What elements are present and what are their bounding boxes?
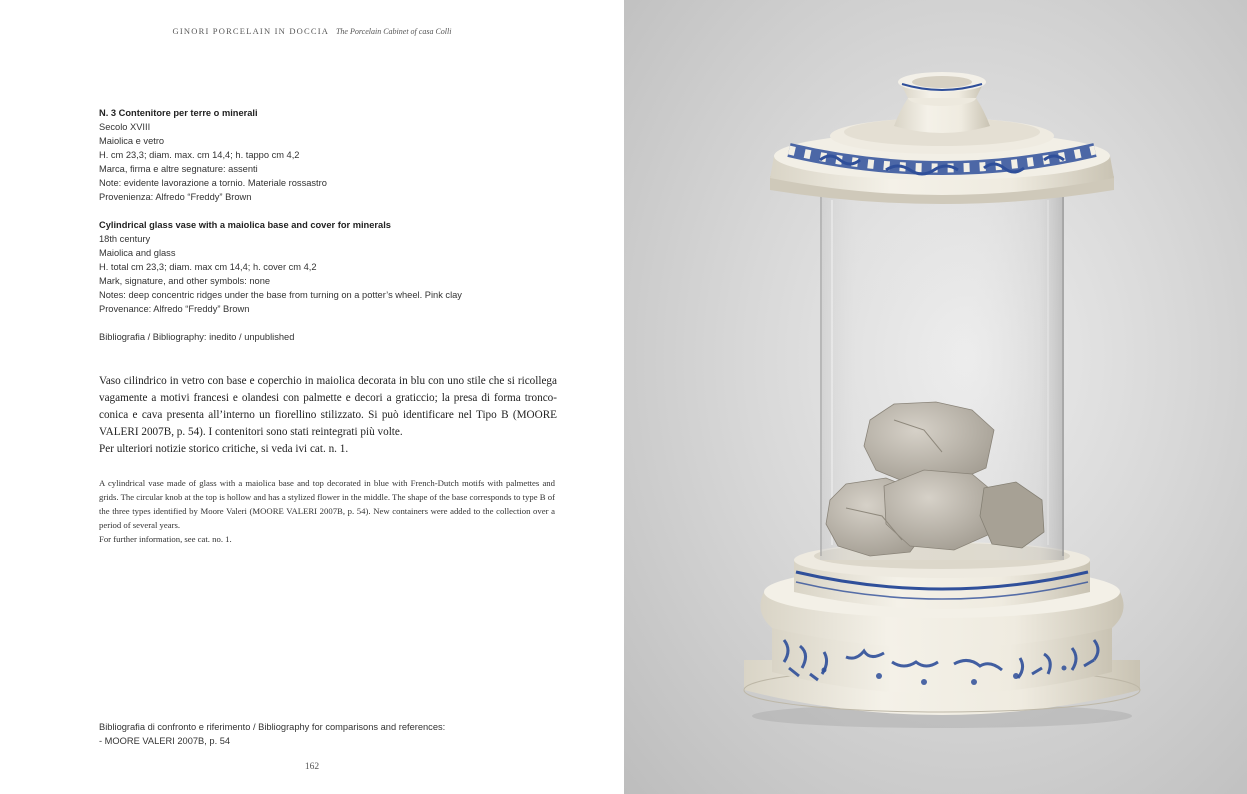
running-header-subtitle: The Porcelain Cabinet of casa Colli: [335, 27, 452, 36]
maiolica-base: [744, 542, 1140, 715]
comparison-bibliography-item: - MOORE VALERI 2007B, p. 54: [99, 736, 231, 746]
comparison-bibliography: [99, 720, 445, 748]
running-header: [0, 26, 624, 36]
bibliography-line: Bibliografia / Bibliography: inedito / unpublished: [99, 332, 295, 342]
essay-english: [99, 476, 555, 546]
running-header-title: GINORI PORCELAIN IN DOCCIA: [172, 26, 329, 36]
essay-italian-paragraph: Vaso cilindrico in vetro con base e coperchio in maiolica decorata in blu con uno stile che si ricollega vagamente a motivi francesi e olandesi con palmette e decori a graticcio; la presa di forma tronco-conica e cava presenta all’interno un fiorellino stilizzato. Si può identificare nel Tipo B (MOORE VALERI 2007B, p. 54). I contenitori sono stati reintegrati più volte.: [99, 375, 557, 438]
catalogue-entry-italian: [99, 106, 569, 204]
entry-line: Notes: deep concentric ridges under the base from turning on a potter’s wheel. Pink clay: [99, 290, 462, 300]
catalogue-entry-english: [99, 218, 569, 316]
vase-photograph: [624, 0, 1247, 794]
entry-line: Secolo XVIII: [99, 122, 151, 132]
entry-line: Provenienza: Alfredo “Freddy” Brown: [99, 192, 252, 202]
essay-italian-further: Per ulteriori notizie storico critiche, si veda ivi cat. n. 1.: [99, 443, 349, 455]
maiolica-cover: [770, 72, 1114, 204]
entry-heading-italian: N. 3 Contenitore per terre o minerali: [99, 108, 258, 118]
entry-line: Provenance: Alfredo “Freddy” Brown: [99, 304, 250, 314]
entry-line: Maiolica and glass: [99, 248, 176, 258]
essay-italian: [99, 373, 557, 458]
entry-heading-english: Cylindrical glass vase with a maiolica base and cover for minerals: [99, 220, 391, 230]
page-number: 162: [304, 762, 320, 772]
entry-line: H. total cm 23,3; diam. max cm 14,4; h. cover cm 4,2: [99, 262, 317, 272]
entry-line: Mark, signature, and other symbols: none: [99, 276, 271, 286]
essay-english-further: For further information, see cat. no. 1.: [99, 534, 232, 544]
entry-line: Marca, firma e altre segnature: assenti: [99, 164, 258, 174]
entry-line: Note: evidente lavorazione a tornio. Materiale rossastro: [99, 178, 327, 188]
entry-line: H. cm 23,3; diam. max. cm 14,4; h. tappo cm 4,2: [99, 150, 300, 160]
essay-english-paragraph: A cylindrical vase made of glass with a maiolica base and top decorated in blue with French-Dutch motifs with palmettes and grids. The circular knob at the top is hollow and has a stylized flower in the middle. The shape of the base corresponds to type B of the three types identified by Moore Valeri (MOORE VALERI 2007B, p. 54). New containers were added to the collection over a period of several years.: [99, 478, 555, 530]
right-page: [624, 0, 1247, 794]
entry-line: Maiolica e vetro: [99, 136, 165, 146]
comparison-bibliography-label: Bibliografia di confronto e riferimento / Bibliography for comparisons and references:: [99, 722, 446, 732]
entry-line: 18th century: [99, 234, 151, 244]
